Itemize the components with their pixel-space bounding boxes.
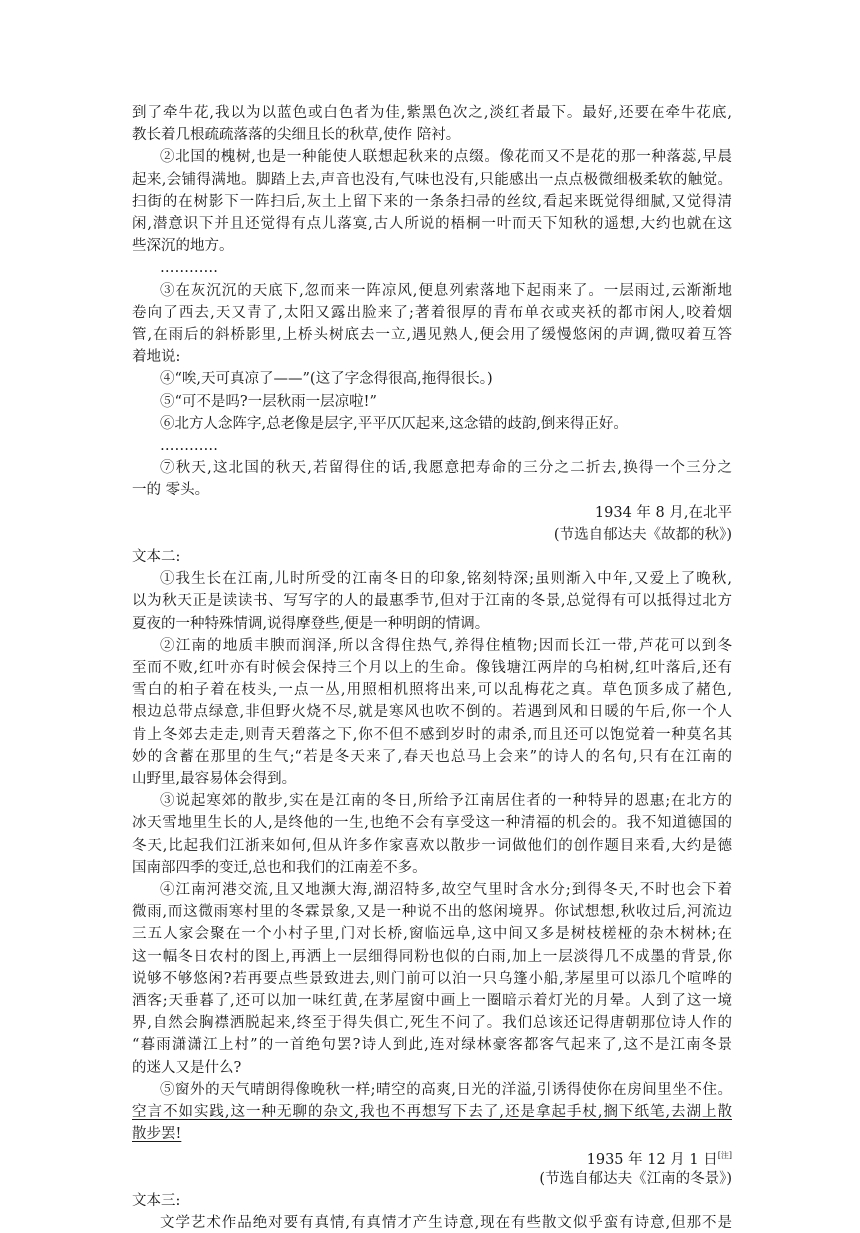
text-line: 卷向了西去,天又青了,太阳又露出脸来了;著着很厚的青布单衣或夹袄的都市闲人,咬着烟 xyxy=(132,305,732,321)
text-line: 扫街的在树影下一阵扫后,灰土上留下来的一条条扫帚的丝纹,看起来既觉得细腻,又觉得清 xyxy=(132,194,732,210)
date-text: (节选自郁达夫《江南的冬景》) xyxy=(539,1171,732,1187)
underlined-line: 空言不如实践,这一种无聊的杂文,我也不再想写下去了,还是拿起手杖,搁下纸笔,去湖上散 xyxy=(132,1104,732,1120)
section-heading: 文本二: xyxy=(132,549,181,565)
date-text: 1935 年 12 月 1 日 xyxy=(586,1152,718,1168)
text-line: ③在灰沉沉的天底下,忽而来一阵凉风,便息列索落地下起雨来了。一层雨过,云渐渐地 xyxy=(160,283,732,299)
section-heading xyxy=(132,1191,732,1211)
date-line xyxy=(132,1146,732,1170)
underlined-line: 散步罢! xyxy=(132,1126,182,1142)
text-line: 闲,潜意识下并且还觉得有点儿落寞,古人所说的梧桐一叶而天下知秋的遥想,大约也就在这 xyxy=(132,216,732,232)
source-line xyxy=(132,1169,732,1189)
text-line: ②江南的地质丰腴而润泽,所以含得住热气,养得住植物;因而长江一带,芦花可以到冬 xyxy=(160,638,732,654)
text-line: 夏夜的一种特殊情调,说得摩登些,便是一种明朗的情调。 xyxy=(132,616,490,632)
text-line: ⑦秋天,这北国的秋天,若留得住的话,我愿意把寿命的三分之二折去,换得一个三分之 xyxy=(160,460,732,476)
text-line: ⑤“可不是吗?一层秋雨一层凉啦!” xyxy=(160,394,377,410)
text-line: 冰天雪地里生长的人,是终他的一生,也绝不会有享受这一种清福的机会的。我不知道德国的 xyxy=(132,815,732,831)
text-line: 微雨,而这微雨寒村里的冬霖景象,又是一种说不出的悠闲境界。你试想想,秋收过后,河流边 xyxy=(132,904,732,920)
text-line: 说够不够悠闲?若再要点些景致进去,则门前可以泊一只乌篷小船,茅屋里可以添几个喧哗的 xyxy=(132,971,732,987)
date-text: 文学艺术作品绝对要有真情,有真情才产生诗意,现在有些散文似乎蛮有诗意,但那不是 xyxy=(160,1215,732,1231)
text-line: 起来,会铺得满地。脚踏上去,声音也没有,气味也没有,只能感出一点点极微细极柔软的触觉。 xyxy=(132,172,732,188)
text-line: 以为秋天正是读读书、写写字的人的最惠季节,但对于江南的冬景,总觉得有可以抵得过北方 xyxy=(132,593,732,609)
source-line: (节选自郁达夫《故都的秋》) xyxy=(553,527,732,543)
text-line: ⑥北方人念阵字,总老像是层字,平平仄仄起来,这念错的歧韵,倒来得正好。 xyxy=(160,416,628,432)
date-line: 1934 年 8 月,在北平 xyxy=(594,505,732,521)
text-line: ①我生长在江南,儿时所受的江南冬日的印象,铭刻特深;虽则渐入中年,又爱上了晚秋, xyxy=(160,571,732,587)
text-line: 一的 零头。 xyxy=(132,482,210,498)
text-line: 山野里,最容易体会得到。 xyxy=(132,771,297,787)
text-line: ⑤窗外的天气晴朗得像晚秋一样;晴空的高爽,日光的洋溢,引诱得使你在房间里坐不住。 xyxy=(160,1082,732,1098)
text-line: ②北国的槐树,也是一种能使人联想起秋来的点缀。像花而又不是花的那一种落蕊,早晨 xyxy=(160,149,732,165)
text-line: 至而不败,红叶亦有时候会保持三个月以上的生命。像钱塘江两岸的乌桕树,红叶落后,还有 xyxy=(132,660,732,676)
text-line: ④“唉,天可真凉了——”(这了字念得很高,拖得很长。) xyxy=(160,371,493,387)
text-line: 根边总带点绿意,非但野火烧不尽,就是寒风也吹不倒的。若遇到风和日暖的午后,你一个人 xyxy=(132,704,732,720)
text-line: 的迷人又是什么? xyxy=(132,1060,242,1076)
text-line: 酒客;天垂暮了,还可以加一味红黄,在茅屋窗中画上一圈暗示着灯光的月晕。人到了这一境 xyxy=(132,993,732,1009)
text-line: 雪白的桕子着在枝头,一点一丛,用照相机照将出来,可以乱梅花之真。草色顶多成了赭色, xyxy=(132,682,732,698)
text-line: ③说起寒郊的散步,实在是江南的冬日,所给予江南居住者的一种特异的恩惠;在北方的 xyxy=(160,793,732,809)
text-line: 冬天,比起我们江浙来如何,但从许多作家喜欢以散步一词做他们的创作题目来看,大约是德 xyxy=(132,838,732,854)
date-text: 文本三: xyxy=(132,1193,181,1209)
text-line: 三五人家会聚在一个小村子里,门对长桥,窗临远阜,这中间又多是树枝槎桠的杂木树林;在 xyxy=(132,926,732,942)
text-line: 界,自然会胸襟洒脱起来,终至于得失俱亡,死生不问了。我们总该还记得唐朝那位诗人作的 xyxy=(132,1015,732,1031)
text-line xyxy=(160,1213,732,1233)
text-line: “暮雨潇潇江上村”的一首绝句罢?诗人到此,连对绿林豪客都客气起来了,这不是江南冬景 xyxy=(132,1037,732,1053)
text-line: 教长着几根疏疏落落的尖细且长的秋草,使作 陪衬。 xyxy=(132,127,461,143)
text-line: 到了牵牛花,我以为以蓝色或白色者为佳,紫黑色次之,淡红者最下。最好,还要在牵牛花底, xyxy=(132,105,732,121)
ellipsis-line: ………… xyxy=(160,260,218,276)
text-line: 着地说: xyxy=(132,349,181,365)
text-line: 肯上冬郊去走走,则青天碧落之下,你不但不感到岁时的肃杀,而且还可以饱觉着一种莫名其 xyxy=(132,727,732,743)
text-line: 管,在雨后的斜桥影里,上桥头树底去一立,遇见熟人,便会用了缓慢悠闲的声调,微叹着互答 xyxy=(132,327,732,343)
text-line: 妙的含蓄在那里的生气;“若是冬天来了,春天也总马上会来”的诗人的名句,只有在江南的 xyxy=(132,749,732,765)
text-line: 国南部四季的变迁,总也和我们的江南差不多。 xyxy=(132,860,427,876)
text-line: 些深沉的地方。 xyxy=(132,238,234,254)
footnote-mark: [注] xyxy=(717,1151,732,1160)
text-line: 这一幅冬日农村的图上,再洒上一层细得同粉也似的白雨,加上一层淡得几不成墨的背景,你 xyxy=(132,949,732,965)
ellipsis-line: ………… xyxy=(160,438,218,454)
text-line: ④江南河港交流,且又地濒大海,湖沼特多,故空气里时含水分;到得冬天,不时也会下着 xyxy=(160,882,732,898)
